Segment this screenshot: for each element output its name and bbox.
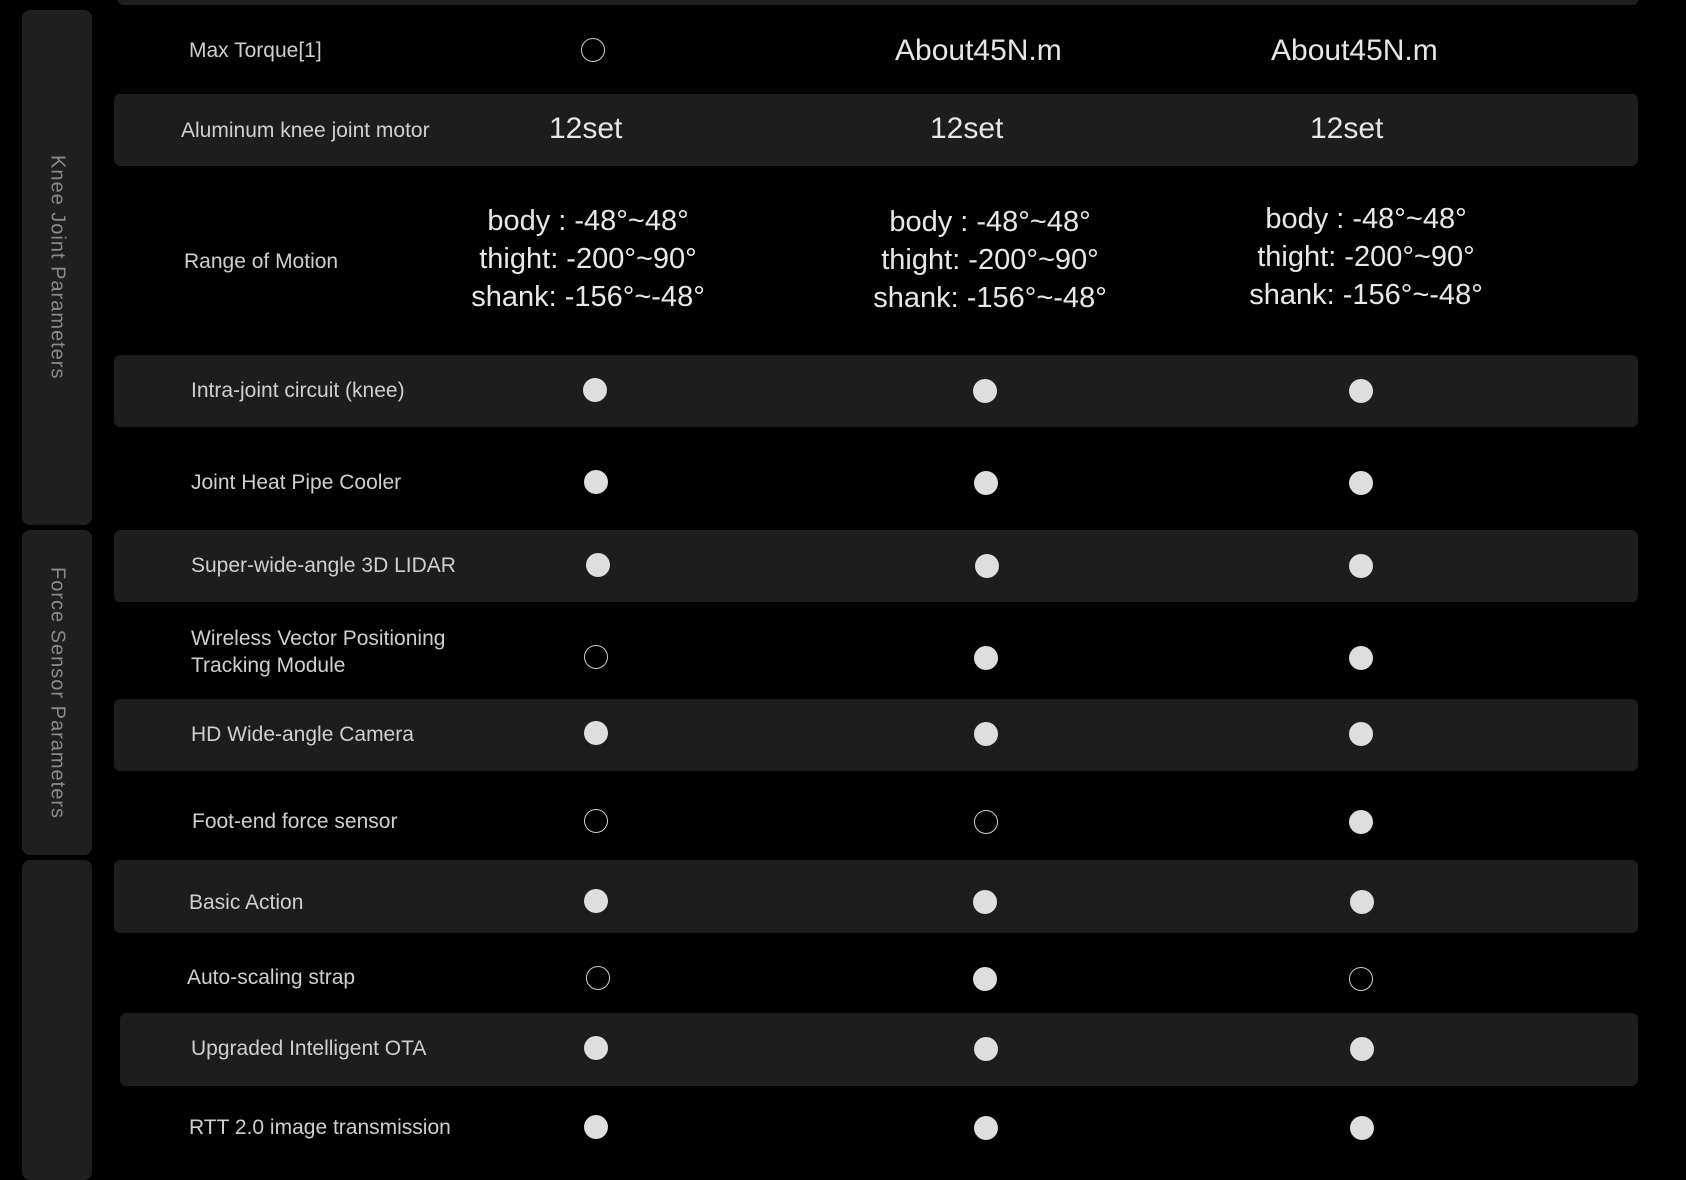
camera-col2-dot [974,722,998,746]
knee-motor-col3-value: 12set [1310,112,1384,145]
row-label-knee-motor: Aluminum knee joint motor [181,119,430,142]
intra-joint-col3-dot [1349,379,1373,403]
strap-col2-dot [973,967,997,991]
max-torque-col1-dot [581,38,605,62]
rom-col3-thigh: thight: -200°~90° [1257,241,1475,273]
camera-col3-dot [1349,722,1373,746]
rom-col3-body: body : -48°~48° [1265,203,1467,235]
row-label-range-of-motion: Range of Motion [184,250,339,273]
top-row-edge [118,0,1638,5]
row-label-rtt: RTT 2.0 image transmission [189,1116,451,1139]
row-bg-basic-action [114,860,1638,933]
row-label-wireless-line1: Wireless Vector Positioning [191,627,446,650]
function-group-label [22,860,92,1180]
foot-sensor-col3-dot [1349,810,1373,834]
row-label-strap: Auto-scaling strap [187,966,356,989]
lidar-col3-dot [1349,554,1373,578]
knee-joint-group-label: Knee Joint Parameters [46,155,69,380]
strap-col3-dot [1349,967,1373,991]
row-label-heat-pipe: Joint Heat Pipe Cooler [191,471,402,494]
row-label-wireless-line2: Tracking Module [191,654,346,677]
foot-sensor-col2-dot [974,810,998,834]
row-label-lidar: Super-wide-angle 3D LIDAR [191,554,456,577]
basic-action-col2-dot [973,890,997,914]
rom-col3-shank: shank: -156°~-48° [1249,279,1483,311]
strap-col1-dot [586,966,610,990]
rtt-col1-dot [584,1115,608,1139]
rom-col1-body: body : -48°~48° [487,205,689,237]
camera-col1-dot [584,721,608,745]
heat-pipe-col1-dot [584,470,608,494]
heat-pipe-col2-dot [974,471,998,495]
rom-col2-body: body : -48°~48° [889,206,1091,238]
rtt-col3-dot [1350,1116,1374,1140]
force-sensor-group [22,530,92,855]
rom-col2-shank: shank: -156°~-48° [873,282,1107,314]
range-of-motion-col2 [860,203,1120,317]
row-label-max-torque: Max Torque[1] [189,39,322,62]
max-torque-col3-value: About45N.m [1271,34,1438,67]
basic-action-col1-dot [584,889,608,913]
force-sensor-group-label: Force Sensor Parameters [46,566,69,819]
rom-col1-shank: shank: -156°~-48° [471,281,705,313]
foot-sensor-col1-dot [584,809,608,833]
wireless-col2-dot [974,646,998,670]
row-label-foot-sensor: Foot-end force sensor [192,810,398,833]
range-of-motion-col3 [1236,200,1496,314]
wireless-col3-dot [1349,646,1373,670]
intra-joint-col2-dot [973,379,997,403]
lidar-col2-dot [975,554,999,578]
heat-pipe-col3-dot [1349,471,1373,495]
rom-col2-thigh: thight: -200°~90° [881,244,1099,276]
ota-col1-dot [584,1036,608,1060]
knee-joint-group [22,10,92,525]
row-label-ota: Upgraded Intelligent OTA [191,1037,427,1060]
ota-col3-dot [1350,1037,1374,1061]
lidar-col1-dot [586,553,610,577]
basic-action-col3-dot [1350,890,1374,914]
knee-motor-col1-value: 12set [549,112,623,145]
row-label-intra-joint: Intra-joint circuit (knee) [191,379,405,402]
rom-col1-thigh: thight: -200°~90° [479,243,697,275]
knee-motor-col2-value: 12set [930,112,1004,145]
function-group [22,860,92,1180]
ota-col2-dot [974,1037,998,1061]
wireless-col1-dot [584,645,608,669]
row-label-camera: HD Wide-angle Camera [191,723,414,746]
rtt-col2-dot [974,1116,998,1140]
intra-joint-col1-dot [583,378,607,402]
max-torque-col2-value: About45N.m [895,34,1062,67]
range-of-motion-col1 [458,202,718,316]
row-label-basic-action: Basic Action [189,891,304,914]
